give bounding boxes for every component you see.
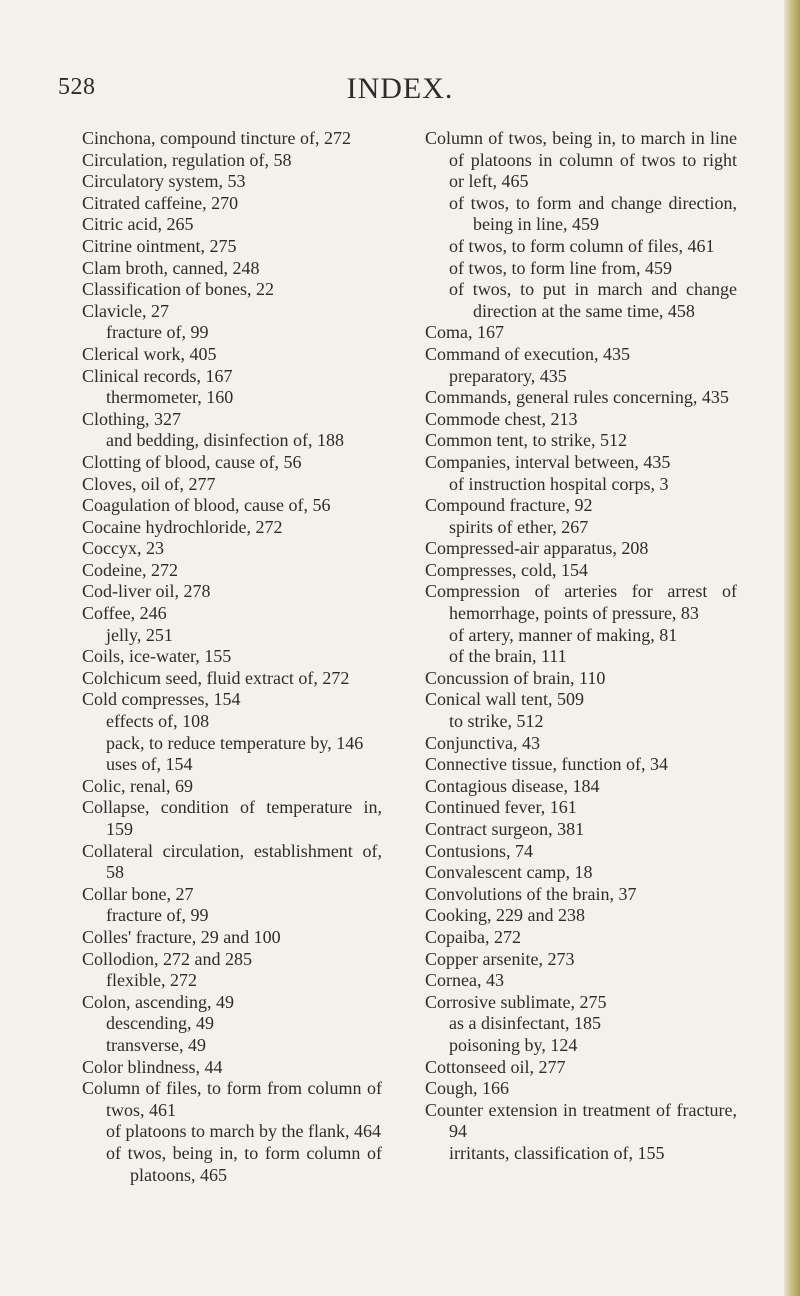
index-subentry: descending, 49: [106, 1013, 214, 1034]
index-entry: Citrated caffeine, 270: [82, 192, 239, 213]
index-column-left: [82, 128, 382, 1186]
page-title: INDEX.: [346, 72, 454, 105]
index-entry: Compressed-air apparatus, 208: [425, 538, 649, 559]
index-entry: Cod-liver oil, 278: [82, 581, 211, 602]
index-entry: Colon, ascending, 49: [82, 991, 234, 1012]
index-entry: Colles' fracture, 29 and 100: [82, 926, 281, 947]
index-subentry: irritants, classification of, 155: [449, 1142, 665, 1163]
index-entry: Clerical work, 405: [82, 343, 217, 364]
index-entry: Coma, 167: [425, 322, 504, 343]
index-subentry: preparatory, 435: [449, 365, 567, 386]
index-entry: Compresses, cold, 154: [425, 559, 588, 580]
index-subentry: of twos, to form and change direction, being in line, 459: [449, 192, 737, 235]
index-entry: Coffee, 246: [82, 603, 167, 624]
index-entry: Clinical records, 167: [82, 365, 233, 386]
page-header: [0, 72, 800, 112]
index-entry: Color blindness, 44: [82, 1056, 223, 1077]
index-entry: Coccyx, 23: [82, 538, 164, 559]
index-subentry: transverse, 49: [106, 1034, 206, 1055]
index-subentry: and bedding, disinfection of, 188: [106, 430, 344, 451]
index-entry: Cooking, 229 and 238: [425, 905, 585, 926]
index-entry: Common tent, to strike, 512: [425, 430, 627, 451]
index-subentry: of platoons to march by the flank, 464: [106, 1121, 381, 1142]
index-entry: Compression of arteries for arrest of hemorrhage, points of pressure, 83: [425, 581, 737, 624]
index-entry: Codeine, 272: [82, 559, 178, 580]
index-subentry: uses of, 154: [106, 754, 193, 775]
page-edge: [784, 0, 800, 1296]
index-entry: Commode chest, 213: [425, 408, 578, 429]
index-subentry: fracture of, 99: [106, 322, 209, 343]
index-subentry: of twos, to form column of files, 461: [449, 235, 715, 256]
index-entry: Contagious disease, 184: [425, 775, 600, 796]
index-subentry: effects of, 108: [106, 711, 210, 732]
index-subentry: flexible, 272: [106, 970, 197, 991]
index-entry: Convolutions of the brain, 37: [425, 883, 637, 904]
index-entry: Concussion of brain, 110: [425, 667, 606, 688]
index-entry: Counter extension in treatment of fracture, 94: [425, 1099, 737, 1142]
index-entry: Colchicum seed, fluid extract of, 272: [82, 667, 350, 688]
index-entry: Circulation, regulation of, 58: [82, 149, 292, 170]
index-entry: Cottonseed oil, 277: [425, 1056, 566, 1077]
index-subentry: to strike, 512: [449, 711, 544, 732]
index-entry: Copper arsenite, 273: [425, 948, 575, 969]
index-subentry: of instruction hospital corps, 3: [449, 473, 669, 494]
index-entry: Collar bone, 27: [82, 883, 194, 904]
index-entry: Compound fracture, 92: [425, 495, 593, 516]
index-entry: Collateral circulation, establishment of, 58: [82, 840, 382, 883]
index-subentry: of the brain, 111: [449, 646, 567, 667]
index-entry: Circulatory system, 53: [82, 171, 246, 192]
index-entry: Companies, interval between, 435: [425, 451, 671, 472]
index-entry: Conical wall tent, 509: [425, 689, 584, 710]
index-entry: Cornea, 43: [425, 970, 504, 991]
index-subentry: fracture of, 99: [106, 905, 209, 926]
index-subentry: as a disinfectant, 185: [449, 1013, 601, 1034]
index-subentry: of twos, to form line from, 459: [449, 257, 672, 278]
index-entry: Continued fever, 161: [425, 797, 577, 818]
index-entry: Cold compresses, 154: [82, 689, 241, 710]
index-entry: Citric acid, 265: [82, 214, 194, 235]
index-subentry: poisoning by, 124: [449, 1034, 578, 1055]
index-entry: Citrine ointment, 275: [82, 235, 237, 256]
index-column-right: [425, 128, 737, 1165]
index-entry: Classification of bones, 22: [82, 279, 274, 300]
index-entry: Clotting of blood, cause of, 56: [82, 451, 302, 472]
index-entry: Collapse, condition of temperature in, 159: [82, 797, 382, 839]
index-entry: Clavicle, 27: [82, 300, 169, 321]
index-entry: Coils, ice-water, 155: [82, 646, 232, 667]
index-subentry: of artery, manner of making, 81: [449, 624, 678, 645]
index-entry: Copaiba, 272: [425, 926, 521, 947]
index-entry: Connective tissue, function of, 34: [425, 754, 668, 775]
index-subentry: pack, to reduce temperature by, 146: [106, 732, 364, 753]
index-entry: Contract surgeon, 381: [425, 819, 585, 839]
index-entry: Conjunctiva, 43: [425, 732, 540, 753]
index-entry: Clothing, 327: [82, 408, 182, 429]
index-entry: Cocaine hydrochloride, 272: [82, 516, 283, 537]
index-entry: Column of files, to form from column of twos, 461: [82, 1078, 382, 1120]
page-number: 528: [58, 74, 96, 100]
index-entry: Command of execution, 435: [425, 343, 630, 364]
index-entry: Collodion, 272 and 285: [82, 948, 252, 969]
index-subentry: spirits of ether, 267: [449, 516, 589, 537]
index-entry: Cinchona, compound tincture of, 272: [82, 128, 351, 148]
index-entry: Commands, general rules concerning, 435: [425, 387, 729, 408]
index-entry: Cough, 166: [425, 1078, 510, 1099]
index-entry: Coagulation of blood, cause of, 56: [82, 495, 331, 516]
index-entry: Clam broth, canned, 248: [82, 257, 260, 278]
index-subentry: of twos, being in, to form column of platoons, 465: [106, 1142, 382, 1185]
index-entry: Convalescent camp, 18: [425, 862, 593, 883]
index-subentry: of twos, to put in march and change direction at the same time, 458: [449, 279, 737, 321]
index-entry: Column of twos, being in, to march in line of platoons in column of twos to right or left, 465: [425, 128, 737, 192]
index-subentry: jelly, 251: [106, 624, 173, 645]
index-entry: Contusions, 74: [425, 840, 534, 861]
index-entry: Colic, renal, 69: [82, 775, 193, 796]
index-entry: Corrosive sublimate, 275: [425, 991, 607, 1012]
index-entry: Cloves, oil of, 277: [82, 473, 216, 494]
index-subentry: thermometer, 160: [106, 387, 234, 408]
